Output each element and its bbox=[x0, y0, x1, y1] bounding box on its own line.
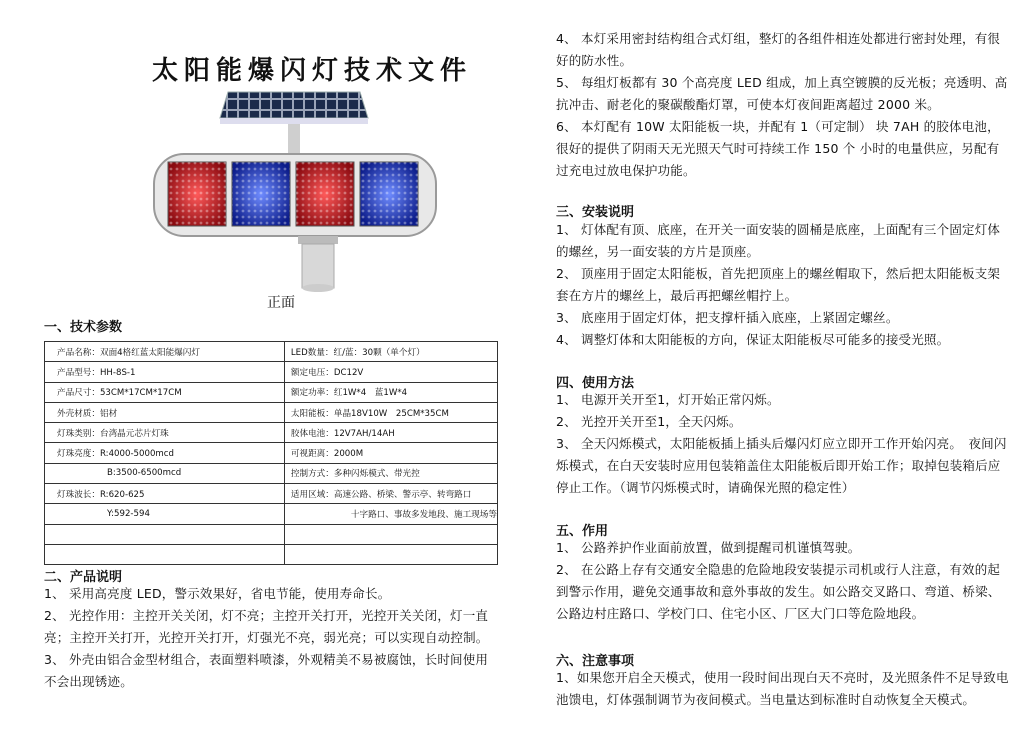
list-item: 4、 调整灯体和太阳能板的方向，保证太阳能板尽可能多的接受光照。 bbox=[556, 332, 950, 347]
spec-cell-right: 额定功率：红1W*4 蓝1W*4 bbox=[284, 382, 497, 402]
spec-cell-left: 产品型号：HH-8S-1 bbox=[45, 362, 285, 382]
table-row bbox=[45, 382, 498, 402]
product-desc-list bbox=[44, 583, 500, 693]
right-column bbox=[556, 0, 1012, 745]
spec-cell-left bbox=[45, 544, 285, 564]
section-heading-usage: 四、使用方法 bbox=[556, 376, 635, 391]
product-desc-cont-list bbox=[556, 28, 1012, 182]
table-row bbox=[45, 504, 498, 524]
spec-cell-left: Y:592-594 bbox=[45, 504, 285, 524]
table-row bbox=[45, 484, 498, 504]
spec-cell-right: 适用区域：高速公路、桥梁、警示亭、转弯路口 bbox=[284, 484, 497, 504]
spec-cell-right: 十字路口、事故多发地段、施工现场等 bbox=[284, 504, 497, 524]
list-item: 3、 全天闪烁模式，太阳能板插上插头后爆闪灯应立即开工作开始闪亮。 夜间闪烁模式，在白天安装时应用包装箱盖住太阳能板后即开始工作；取掉包装箱后应停止工作。（调节闪烁模式时，请确保光照的稳定性） bbox=[556, 436, 1007, 495]
spec-cell-right bbox=[284, 524, 497, 544]
table-row bbox=[45, 443, 498, 463]
usage-list bbox=[556, 389, 1012, 499]
list-item: 5、 每组灯板都有 30 个高亮度 LED 组成，加上真空镀膜的反光板；亮透明、高抗冲击、耐老化的聚碳酸酯灯罩，可使本灯夜间距离超过 2000 米。 bbox=[556, 75, 1008, 112]
section-heading-install: 三、安装说明 bbox=[556, 205, 635, 220]
spec-cell-right bbox=[284, 544, 497, 564]
list-item: 2、 顶座用于固定太阳能板，首先把顶座上的螺丝帽取下，然后把太阳能板支架套在方片的螺丝上，最后再把螺丝帽拧上。 bbox=[556, 266, 1001, 303]
table-row bbox=[45, 362, 498, 382]
list-item: 2、 光控开关开至1，全天闪烁。 bbox=[556, 414, 742, 429]
table-row bbox=[45, 402, 498, 422]
left-column bbox=[42, 0, 502, 745]
list-item: 3、 底座用于固定灯体，把支撑杆插入底座，上紧固定螺丝。 bbox=[556, 310, 899, 325]
table-row bbox=[45, 463, 498, 483]
spec-cell-right: 额定电压：DC12V bbox=[284, 362, 497, 382]
spec-cell-left bbox=[45, 524, 285, 544]
spec-cell-right: 控制方式：多种闪烁模式、带光控 bbox=[284, 463, 497, 483]
list-item: 3、 外壳由铝合金型材组合，表面塑料喷漆，外观精美不易被腐蚀，长时间使用不会出现锈迹。 bbox=[44, 652, 489, 689]
spec-cell-left: 产品尺寸：53CM*17CM*17CM bbox=[45, 382, 285, 402]
list-item: 1、如果您开启全天模式，使用一段时间出现白天不亮时，及光照条件不足导致电池馈电，灯体强制调节为夜间模式。当电量达到标准时自动恢复全天模式。 bbox=[556, 670, 1009, 707]
notes-list bbox=[556, 667, 1012, 711]
list-item: 2、 在公路上存有交通安全隐患的危险地段安装提示司机或行人注意，有效的起到警示作用，避免交通事故和意外事故的发生。如公路交叉路口、弯道、桥梁、公路边村庄路口、学校门口、住宅小区、厂区大门口等危险地段。 bbox=[556, 562, 1001, 621]
spec-cell-right: 可视距离：2000M bbox=[284, 443, 497, 463]
table-row bbox=[45, 342, 498, 362]
spec-cell-right: 太阳能板：单晶18V10W 25CM*35CM bbox=[284, 402, 497, 422]
spec-cell-right: 胶体电池：12V7AH/14AH bbox=[284, 423, 497, 443]
section-heading-tech-params: 一、技术参数 bbox=[44, 320, 123, 335]
spec-table bbox=[44, 341, 498, 565]
list-item: 2、 光控作用：主控开关关闭，灯不亮；主控开关打开，光控开关关闭，灯一直亮；主控开关打开，光控开关打开，灯强光不亮，弱光亮；可以实现自动控制。 bbox=[44, 608, 489, 645]
list-item: 4、 本灯采用密封结构组合式灯组，整灯的各组件相连处都进行密封处理，有很好的防水性。 bbox=[556, 31, 1001, 68]
list-item: 1、 灯体配有顶、底座，在开关一面安装的圆桶是底座，上面配有三个固定灯体的螺丝，另一面安装的方片是顶座。 bbox=[556, 222, 1001, 259]
spec-cell-left: 灯珠波长：R:620-625 bbox=[45, 484, 285, 504]
solar-panel bbox=[220, 92, 368, 158]
list-item: 1、 电源开关开至1，灯开始正常闪烁。 bbox=[556, 392, 780, 407]
lamp-base bbox=[298, 236, 338, 292]
table-row bbox=[45, 423, 498, 443]
list-item: 1、 采用高亮度 LED，警示效果好，省电节能，使用寿命长。 bbox=[44, 586, 391, 601]
table-row bbox=[45, 544, 498, 564]
product-image bbox=[150, 88, 440, 296]
image-caption: 正面 bbox=[267, 295, 295, 311]
document-title: 太阳能爆闪灯技术文件 bbox=[152, 56, 473, 86]
spec-cell-left: 灯珠亮度：R:4000-5000mcd bbox=[45, 443, 285, 463]
list-item: 1、 公路养护作业面前放置，做到提醒司机谨慎驾驶。 bbox=[556, 540, 861, 555]
section-heading-product-desc: 二、产品说明 bbox=[44, 570, 123, 585]
install-list bbox=[556, 219, 1012, 351]
spec-cell-left: 外壳材质：铝材 bbox=[45, 402, 285, 422]
spec-cell-right: LED数量：红/蓝：30颗（单个灯） bbox=[284, 342, 497, 362]
list-item: 6、 本灯配有 10W 太阳能板一块，并配有 1（可定制） 块 7AH 的胶体电池，很好的提供了阴雨天无光照天气时可持续工作 150 个 小时的电量供应，另配有过充电过放电保护功能。 bbox=[556, 119, 1000, 178]
spec-cell-left: 产品名称：双面4格红蓝太阳能爆闪灯 bbox=[45, 342, 285, 362]
section-heading-notes: 六、注意事项 bbox=[556, 654, 635, 669]
table-row bbox=[45, 524, 498, 544]
spec-cell-left: 灯珠类别：台湾晶元芯片灯珠 bbox=[45, 423, 285, 443]
lamp-body bbox=[154, 154, 436, 236]
spec-cell-left: B:3500-6500mcd bbox=[45, 463, 285, 483]
function-list bbox=[556, 537, 1012, 625]
section-heading-function: 五、作用 bbox=[556, 524, 609, 539]
